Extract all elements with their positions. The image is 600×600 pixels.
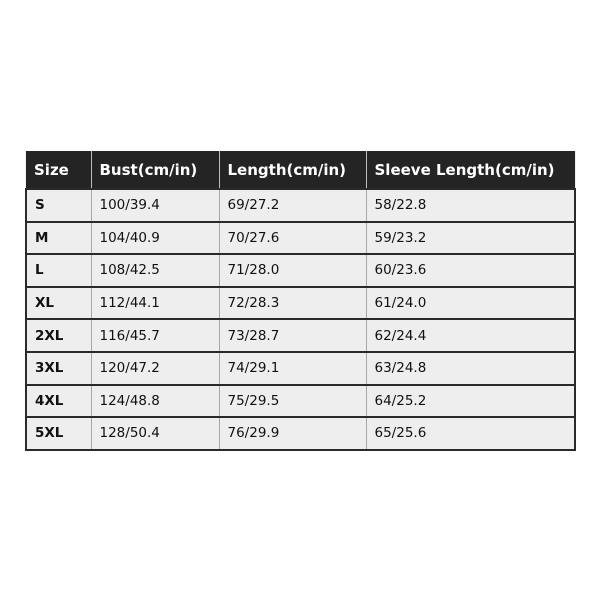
length-cell: 71/28.0 [219,254,366,287]
bust-cell: 112/44.1 [91,287,219,320]
length-cell: 76/29.9 [219,417,366,450]
sleeve-length-cell: 62/24.4 [366,319,575,352]
sleeve-length-cell: 63/24.8 [366,352,575,385]
table-row [26,417,575,450]
sleeve-length-cell: 58/22.8 [366,189,575,222]
sleeve-length-cell: 64/25.2 [366,385,575,418]
bust-cell: 128/50.4 [91,417,219,450]
size-cell: 4XL [26,385,91,418]
table-row [26,385,575,418]
table-row [26,254,575,287]
table-row [26,189,575,222]
length-cell: 75/29.5 [219,385,366,418]
size-cell: 3XL [26,352,91,385]
size-cell: 2XL [26,319,91,352]
table-row [26,287,575,320]
table-body [26,189,575,450]
table-header [26,151,575,189]
size-cell: L [26,254,91,287]
sleeve-length-cell: 61/24.0 [366,287,575,320]
length-cell: 72/28.3 [219,287,366,320]
length-cell: 73/28.7 [219,319,366,352]
header-row [26,151,575,189]
size-cell: S [26,189,91,222]
sleeve-length-cell: 60/23.6 [366,254,575,287]
table-row [26,319,575,352]
size-cell: 5XL [26,417,91,450]
header-bust: Bust(cm/in) [91,151,219,189]
sleeve-length-cell: 59/23.2 [366,222,575,255]
header-size: Size [34,160,69,179]
sleeve-length-cell: 65/25.6 [366,417,575,450]
bust-cell: 104/40.9 [91,222,219,255]
size-chart-table [25,151,576,451]
header-sleeve-length: Sleeve Length(cm/in) [366,151,575,189]
table-row [26,222,575,255]
header-length: Length(cm/in) [219,151,366,189]
bust-cell: 124/48.8 [91,385,219,418]
bust-cell: 100/39.4 [91,189,219,222]
bust-cell: 116/45.7 [91,319,219,352]
table-row [26,352,575,385]
bust-cell: 120/47.2 [91,352,219,385]
size-cell: M [26,222,91,255]
length-cell: 70/27.6 [219,222,366,255]
length-cell: 74/29.1 [219,352,366,385]
bust-cell: 108/42.5 [91,254,219,287]
length-cell: 69/27.2 [219,189,366,222]
size-cell: XL [26,287,91,320]
